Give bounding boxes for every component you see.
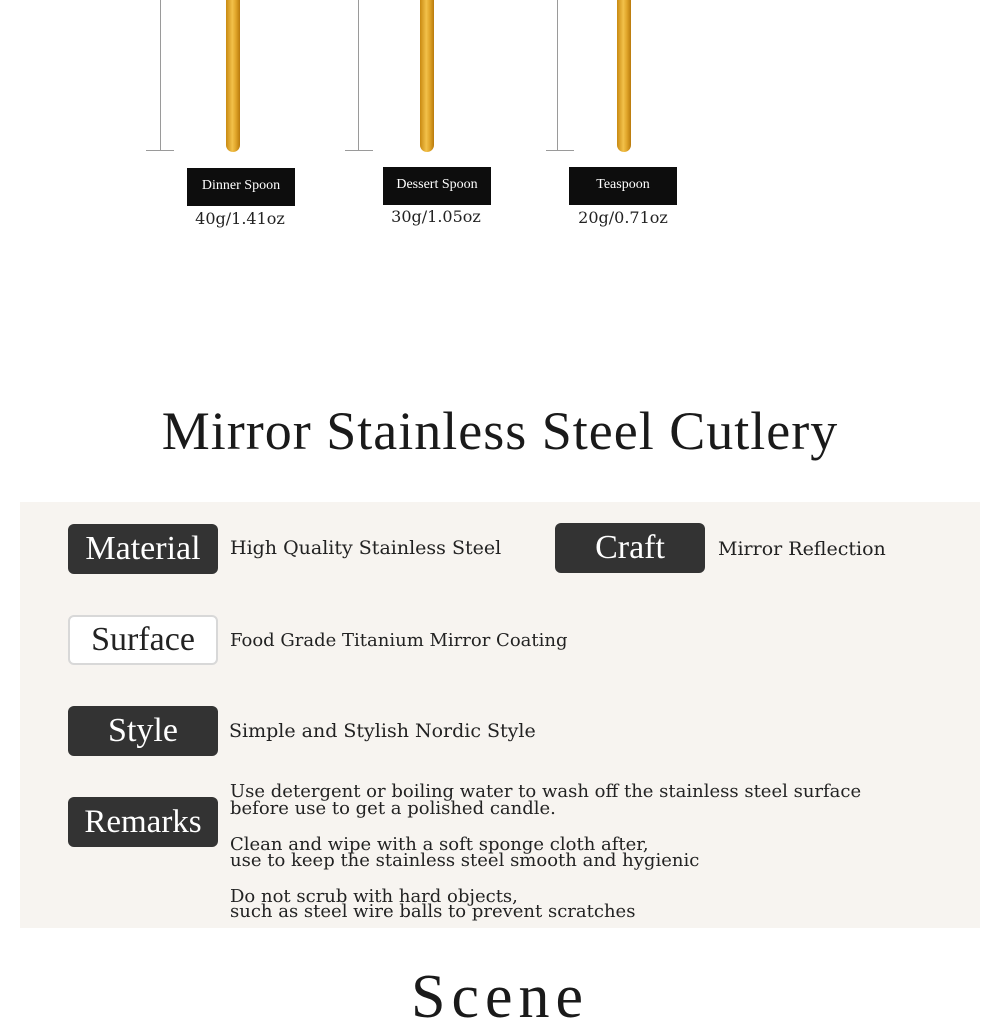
teaspoon-handle	[617, 0, 631, 152]
remarks-badge: Remarks	[68, 797, 218, 847]
style-value: Simple and Stylish Nordic Style	[229, 720, 536, 742]
dinner-spoon-handle	[226, 0, 240, 152]
material-value: High Quality Stainless Steel	[230, 537, 502, 559]
surface-value: Food Grade Titanium Mirror Coating	[230, 630, 568, 651]
gauge-tick	[146, 150, 174, 151]
gauge-tick	[345, 150, 373, 151]
remark-line: Clean and wipe with a soft sponge cloth after,	[230, 834, 649, 855]
remark-line: such as steel wire balls to prevent scratches	[230, 901, 636, 922]
gauge-line	[358, 0, 359, 150]
surface-badge: Surface	[68, 615, 218, 665]
dessert-spoon-label: Dessert Spoon	[383, 167, 491, 205]
remark-line: Do not scrub with hard objects,	[230, 886, 518, 907]
gauge-line	[160, 0, 161, 150]
dessert-spoon-weight: 30g/1.05oz	[391, 207, 481, 226]
dinner-spoon-label: Dinner Spoon	[187, 168, 295, 206]
teaspoon-weight: 20g/0.71oz	[578, 208, 668, 227]
style-badge: Style	[68, 706, 218, 756]
teaspoon-label: Teaspoon	[569, 167, 677, 205]
gauge-tick	[546, 150, 574, 151]
next-section-title: Scene	[410, 963, 590, 1031]
craft-badge: Craft	[555, 523, 705, 573]
material-badge: Material	[68, 524, 218, 574]
craft-value: Mirror Reflection	[718, 538, 886, 560]
remark-line: Use detergent or boiling water to wash off the stainless steel surface	[230, 781, 862, 802]
remark-line: before use to get a polished candle.	[230, 798, 556, 819]
dinner-spoon-weight: 40g/1.41oz	[195, 209, 285, 228]
gauge-line	[557, 0, 558, 150]
remark-line: use to keep the stainless steel smooth and hygienic	[230, 850, 700, 871]
dessert-spoon-handle	[420, 0, 434, 152]
page-title: Mirror Stainless Steel Cutlery	[161, 401, 839, 461]
